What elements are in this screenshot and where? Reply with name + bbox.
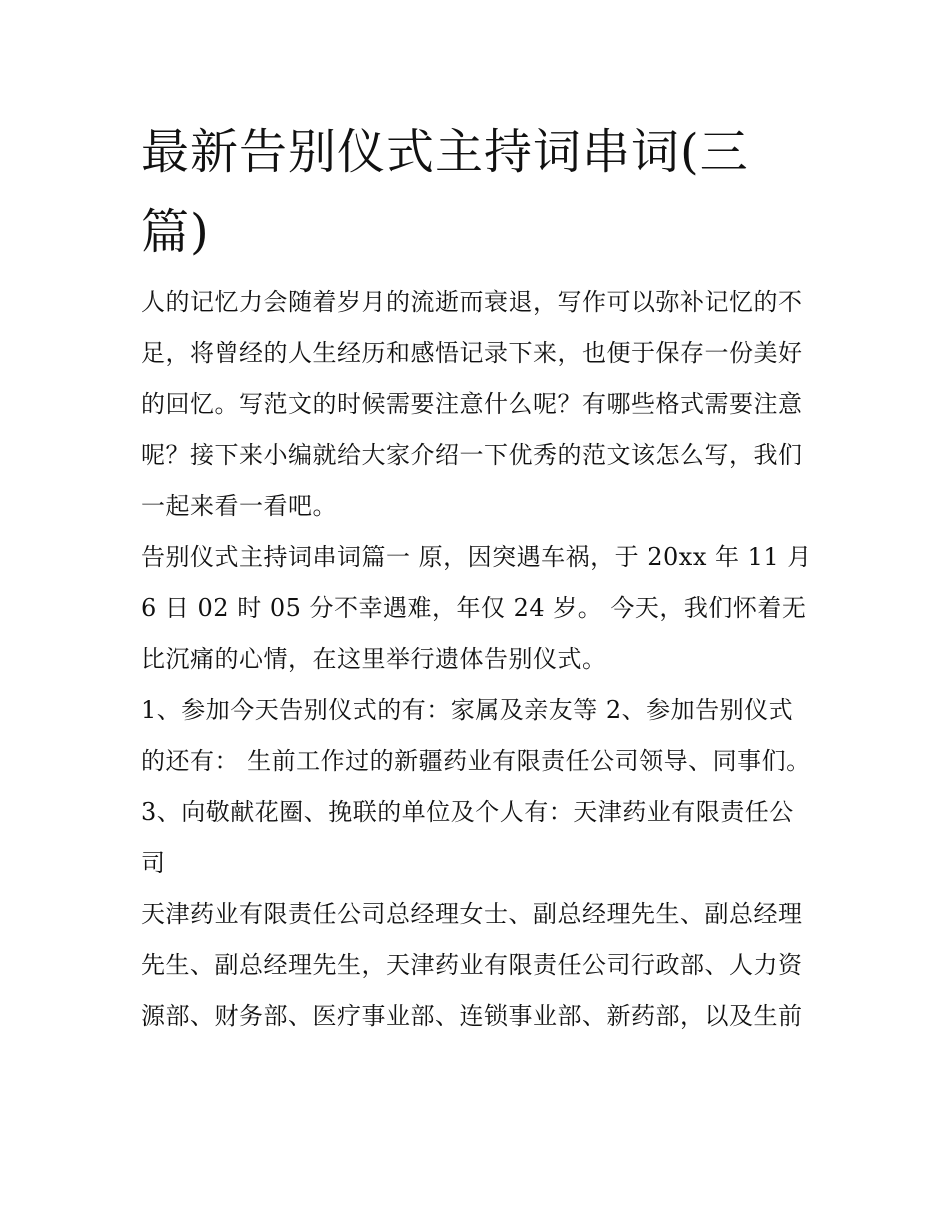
document-title: 最新告别仪式主持词串词(三篇) bbox=[141, 124, 749, 260]
paragraph-wreaths: 3、向敬献花圈、挽联的单位及个人有：天津药业有限责任公司 bbox=[141, 798, 794, 877]
paragraph-intro: 人的记忆力会随着岁月的流逝而衰退，写作可以弥补记忆的不足，将曾经的人生经历和感悟记录下来，也便于保存一份美好的回忆。写范文的时候需要注意什么呢？有哪些格式需要注意呢？接下来小编就给大家介绍一下优秀的范文该怎么写，我们一起来看一看吧。 bbox=[141, 288, 803, 520]
paragraph-company-leaders: 天津药业有限责任公司总经理女士、副总经理先生、副总经理先生、副总经理先生，天津药业有限责任公司行政部、人力资源部、财务部、医疗事业部、连锁事业部、新药部，以及生前 bbox=[141, 900, 803, 1030]
paragraph-announcement: 告别仪式主持词串词篇一 原，因突遇车祸，于 20xx 年 11 月 6 日 02 时 05 分不幸遇难，年仅 24 岁。 今天，我们怀着无比沉痛的心情，在这里举行遗体告别仪式。 bbox=[141, 543, 812, 673]
paragraph-attendees: 1、参加今天告别仪式的有：家属及亲友等 2、参加告别仪式的还有： 生前工作过的新疆药业有限责任公司领导、同事们。 bbox=[141, 696, 811, 775]
document-body bbox=[141, 277, 813, 1042]
